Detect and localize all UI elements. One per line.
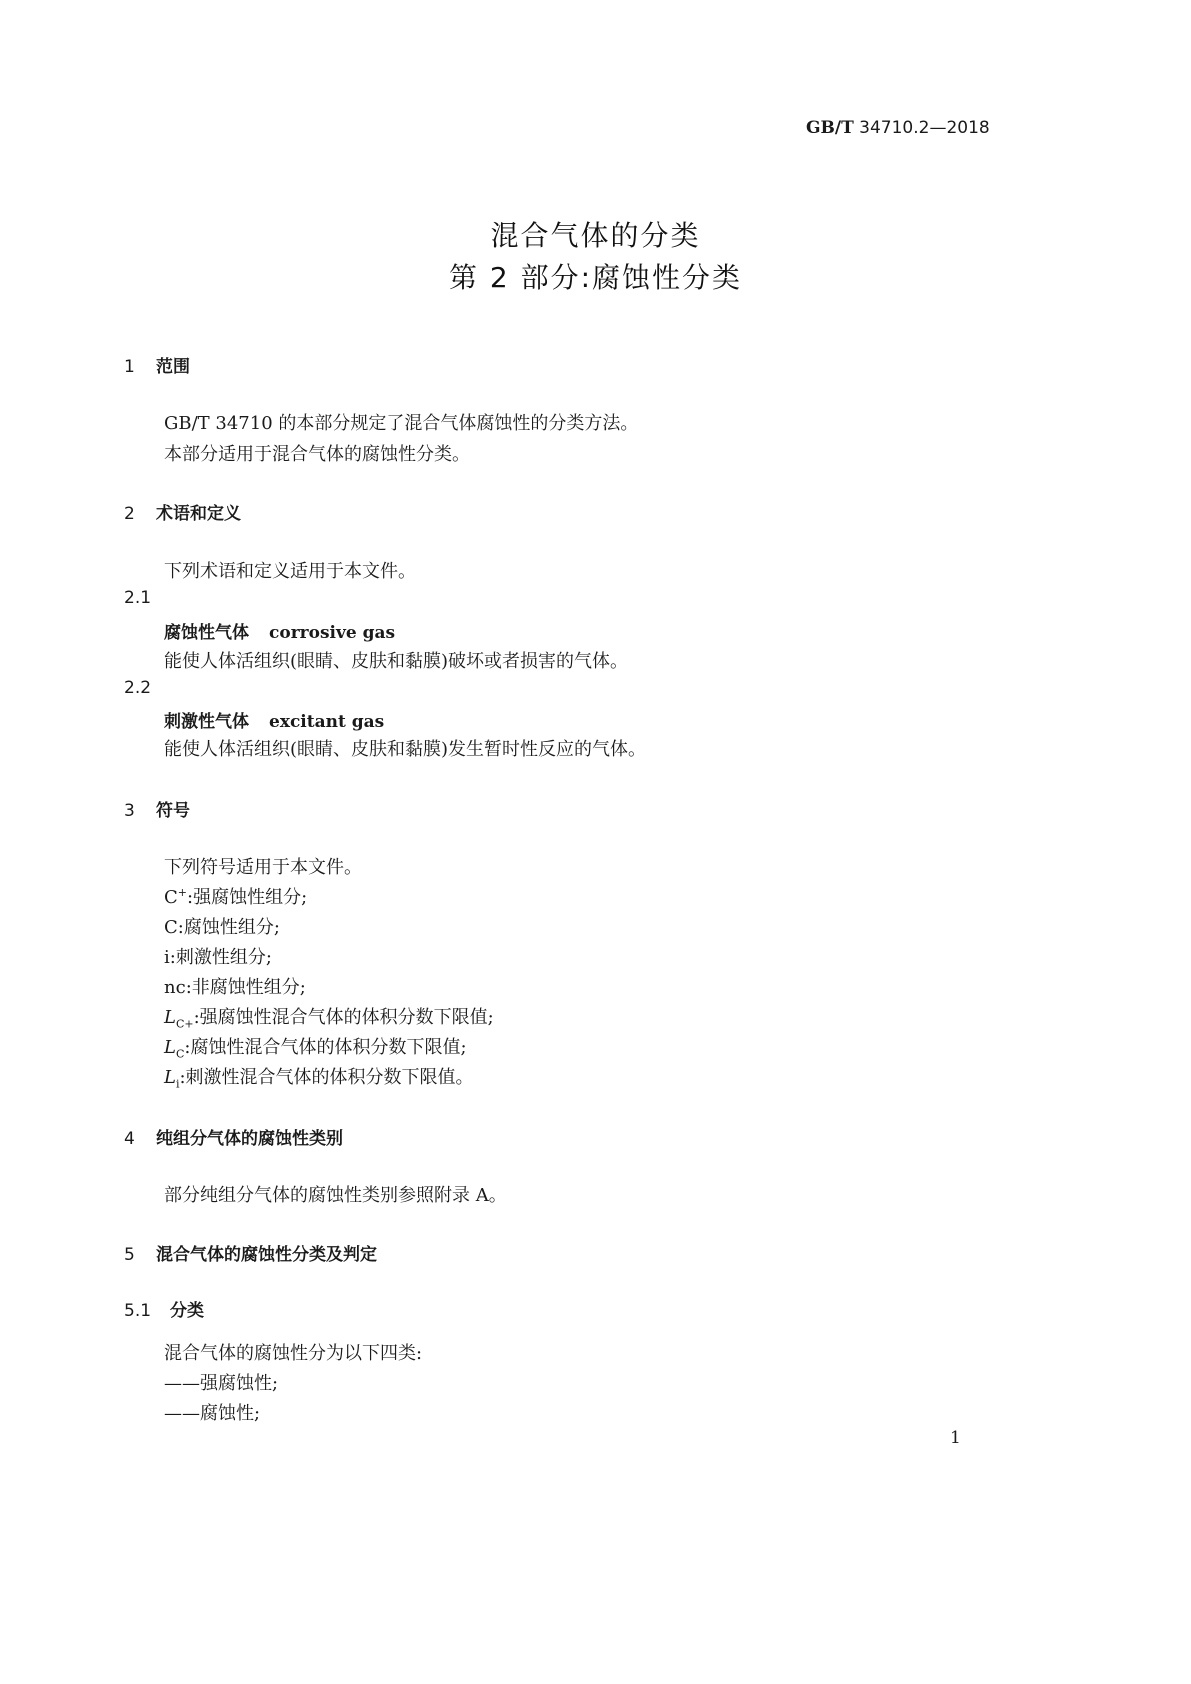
- section-heading: [124, 1240, 377, 1265]
- term-definition: 能使人体活组织(眼睛、皮肤和黏膜)破坏或者损害的气体。: [164, 651, 629, 672]
- symbol: L: [164, 1037, 176, 1058]
- section-title: 符号: [156, 801, 190, 821]
- symbol-item: [164, 1063, 474, 1091]
- symbol-description: :非腐蚀性组分;: [185, 977, 306, 998]
- symbol-subscript: i: [175, 1077, 180, 1091]
- section-number: 3: [124, 801, 135, 821]
- symbol-item: [164, 1003, 494, 1031]
- paragraph: 下列术语和定义适用于本文件。: [164, 561, 416, 582]
- symbol: L: [164, 1007, 176, 1028]
- term-entry: [164, 707, 384, 732]
- subsection-title: 分类: [170, 1301, 204, 1321]
- section-number: 5: [124, 1245, 135, 1265]
- term-en: excitant gas: [269, 712, 385, 732]
- section-heading: [124, 1124, 343, 1149]
- symbol-description: :强腐蚀性混合气体的体积分数下限值;: [193, 1007, 494, 1028]
- list-item: ——强腐蚀性;: [164, 1373, 279, 1394]
- symbol-item: [164, 1033, 467, 1061]
- document-subtitle: 第 2 部分:腐蚀性分类: [448, 261, 743, 294]
- symbol-description: :腐蚀性混合气体的体积分数下限值;: [184, 1037, 467, 1058]
- symbol-item: [164, 973, 306, 999]
- symbol-superscript: +: [177, 886, 187, 899]
- term-zh: 刺激性气体: [164, 712, 249, 732]
- section-number: 1: [124, 357, 135, 377]
- term-zh: 腐蚀性气体: [164, 623, 249, 643]
- page-number: 1: [950, 1428, 961, 1448]
- symbol-item: [164, 883, 307, 909]
- symbol-description: :刺激性混合气体的体积分数下限值。: [179, 1067, 474, 1088]
- paragraph: 下列符号适用于本文件。: [164, 857, 362, 878]
- paragraph: 混合气体的腐蚀性分为以下四类:: [164, 1343, 423, 1364]
- term-entry: [164, 618, 395, 643]
- section-heading: [124, 796, 190, 821]
- term-number: 2.2: [124, 678, 152, 698]
- symbol: C: [164, 917, 178, 938]
- symbol-description: :腐蚀性组分;: [177, 917, 280, 938]
- standard-code: [806, 118, 990, 138]
- section-title: 范围: [156, 357, 190, 377]
- symbol: nc: [164, 977, 186, 998]
- section-number: 2: [124, 504, 135, 524]
- symbol: C: [164, 887, 178, 908]
- symbol-description: :强腐蚀性组分;: [187, 887, 308, 908]
- section-number: 4: [124, 1129, 135, 1149]
- symbol: i: [164, 947, 170, 968]
- section-title: 纯组分气体的腐蚀性类别: [156, 1129, 343, 1149]
- paragraph: 部分纯组分气体的腐蚀性类别参照附录 A。: [164, 1185, 507, 1206]
- section-heading: [124, 499, 241, 524]
- standard-prefix: GB/T: [806, 118, 854, 138]
- section-title: 术语和定义: [156, 504, 241, 524]
- symbol-subscript: C: [175, 1047, 185, 1061]
- paragraph: GB/T 34710 的本部分规定了混合气体腐蚀性的分类方法。: [164, 413, 639, 434]
- symbol: L: [164, 1067, 176, 1088]
- symbol-item: [164, 943, 272, 969]
- standard-number: 34710.2—2018: [859, 118, 990, 138]
- symbol-subscript: C+: [175, 1017, 194, 1031]
- section-title: 混合气体的腐蚀性分类及判定: [156, 1245, 377, 1265]
- term-definition: 能使人体活组织(眼睛、皮肤和黏膜)发生暂时性反应的气体。: [164, 739, 647, 760]
- symbol-description: :刺激性组分;: [169, 947, 272, 968]
- list-item: ——腐蚀性;: [164, 1403, 261, 1424]
- section-heading: [124, 352, 190, 377]
- subsection-heading: [124, 1296, 204, 1321]
- subsection-number: 5.1: [124, 1301, 152, 1321]
- document-title: 混合气体的分类: [490, 219, 701, 252]
- term-en: corrosive gas: [269, 623, 396, 643]
- paragraph: 本部分适用于混合气体的腐蚀性分类。: [164, 444, 470, 465]
- term-number: 2.1: [124, 588, 152, 608]
- symbol-item: [164, 913, 280, 939]
